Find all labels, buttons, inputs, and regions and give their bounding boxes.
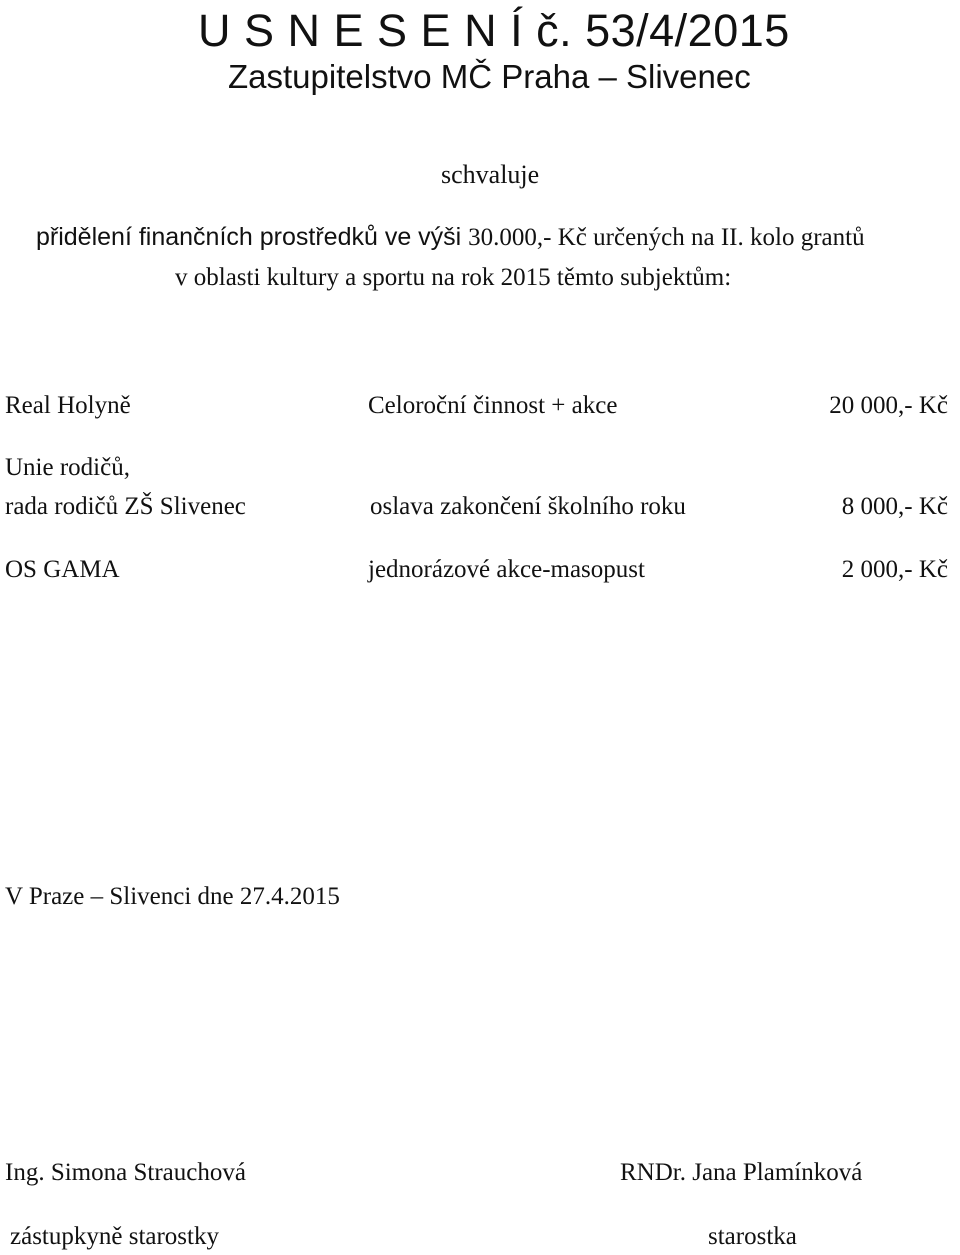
grant-recipient-line1: Unie rodičů, xyxy=(5,454,130,481)
grant-purpose: Celoroční činnost + akce xyxy=(368,392,618,419)
place-and-date: V Praze – Slivenci dne 27.4.2015 xyxy=(5,883,340,910)
signatory-name-mayor: RNDr. Jana Plamínková xyxy=(620,1159,863,1186)
grant-amount: 20 000,- Kč xyxy=(829,392,948,419)
grant-amount: 2 000,- Kč xyxy=(841,556,948,583)
resolution-text-line1-part2: 30.000,- Kč určených na II. kolo grantů xyxy=(468,224,865,251)
grant-recipient: rada rodičů ZŠ Slivenec xyxy=(5,493,246,520)
document-title: U S N E S E N Í č. 53/4/2015 xyxy=(198,5,790,56)
resolution-verb: schvaluje xyxy=(441,160,540,189)
grant-recipient: OS GAMA xyxy=(5,556,120,583)
grant-amount: 8 000,- Kč xyxy=(841,493,948,520)
resolution-text-line1 xyxy=(36,225,865,250)
signatory-role-deputy: zástupkyně starostky xyxy=(10,1223,219,1250)
resolution-text-line1-part1: přidělení finančních prostředků ve výši xyxy=(36,223,469,251)
grant-purpose: jednorázové akce-masopust xyxy=(368,556,645,583)
signatory-name-deputy: Ing. Simona Strauchová xyxy=(5,1159,246,1186)
signatory-role-mayor: starostka xyxy=(708,1223,797,1250)
grant-recipient: Real Holyně xyxy=(5,392,131,419)
council-name: Zastupitelstvo MČ Praha – Slivenec xyxy=(228,58,751,95)
grant-purpose: oslava zakončení školního roku xyxy=(370,493,686,520)
resolution-text-line2: v oblasti kultury a sportu na rok 2015 těmto subjektům: xyxy=(175,264,732,291)
